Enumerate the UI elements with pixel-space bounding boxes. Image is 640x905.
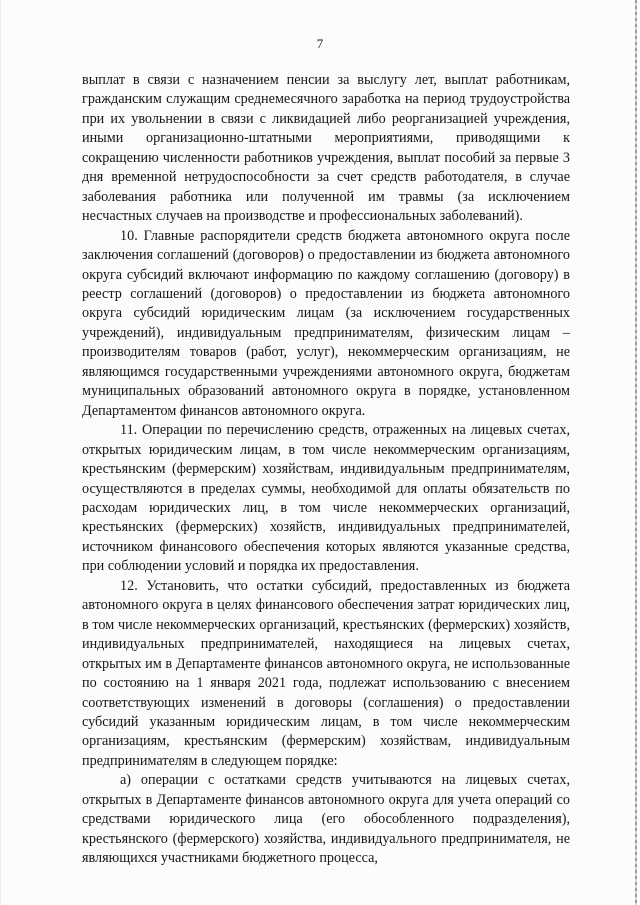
paragraph-continued: выплат в связи с назначением пенсии за выслугу лет, выплат работникам, гражданским служащим среднемесячного заработка на период трудоустройства при их увольнении в связи с ликвидацией либо реорганизацией учреждения, иными организационно-штатными мероприятиями, приводящими к сокращению численности работников учреждения, выплат пособий за первые 3 дня временной нетрудоспособности за счет средств работодателя, в случае заболевания работника или полученной им травмы (за исключением несчастных случаев на производстве и профессиональных заболеваний).	[82, 72, 570, 225]
page-right-edge	[635, 0, 637, 905]
document-body	[82, 71, 570, 869]
paragraph-item-12a: а) операции с остатками средств учитываются на лицевых счетах, открытых в Департаменте финансов автономного округа для учета операций со средствами юридического лица (его обособленного подразделения), крестьянского (фермерского) хозяйства, индивидуального предпринимателя, не являющихся участниками бюджетного процесса,	[82, 772, 570, 867]
page-left-edge	[0, 0, 1, 905]
paragraph-item-12: 12. Установить, что остатки субсидий, предоставленных из бюджета автономного округа в целях финансового обеспечения затрат юридических лиц, в том числе некоммерческих организаций, крестьянских (фермерских) хозяйств, индивидуальных предпринимателей, находящиеся на лицевых счетах, открытых им в Департаменте финансов автономного округа, не использованные по состоянию на 1 января 2021 года, подлежат использованию с внесением соответствующих изменений в договоры (соглашения) о предоставлении субсидий указанным юридическим лицам, в том числе некоммерческим организациям, крестьянским (фермерским) хозяйствам, индивидуальным предпринимателям в следующем порядке:	[82, 577, 570, 769]
paragraph-item-11: 11. Операции по перечислению средств, отраженных на лицевых счетах, открытых юридическим лицам, в том числе некоммерческим организациям, крестьянским (фермерским) хозяйствам, индивидуальным предпринимателям, осуществляются в пределах суммы, необходимой для оплаты обязательств по расходам юридических лиц, в том числе некоммерческих организаций, крестьянских (фермерских) хозяйств, индивидуальных предпринимателей, источником финансового обеспечения которых являются указанные средства, при соблюдении условий и порядка их предоставления.	[82, 422, 570, 575]
paragraph-item-10: 10. Главные распорядители средств бюджета автономного округа после заключения соглашений (договоров) о предоставлении из бюджета автономного округа субсидий включают информацию по каждому соглашению (договору) в реестр соглашений (договоров) о предоставлении из бюджета автономного округа субсидий юридическим лицам (за исключением государственных учреждений), индивидуальным предпринимателям, физическим лицам – производителям товаров (работ, услуг), некоммерческим организациям, не являющимся государственными учреждениями автономного округа, бюджетам муниципальных образований автономного округа в порядке, установленном Департаментом финансов автономного округа.	[82, 227, 570, 419]
page-number: 7	[316, 36, 324, 51]
